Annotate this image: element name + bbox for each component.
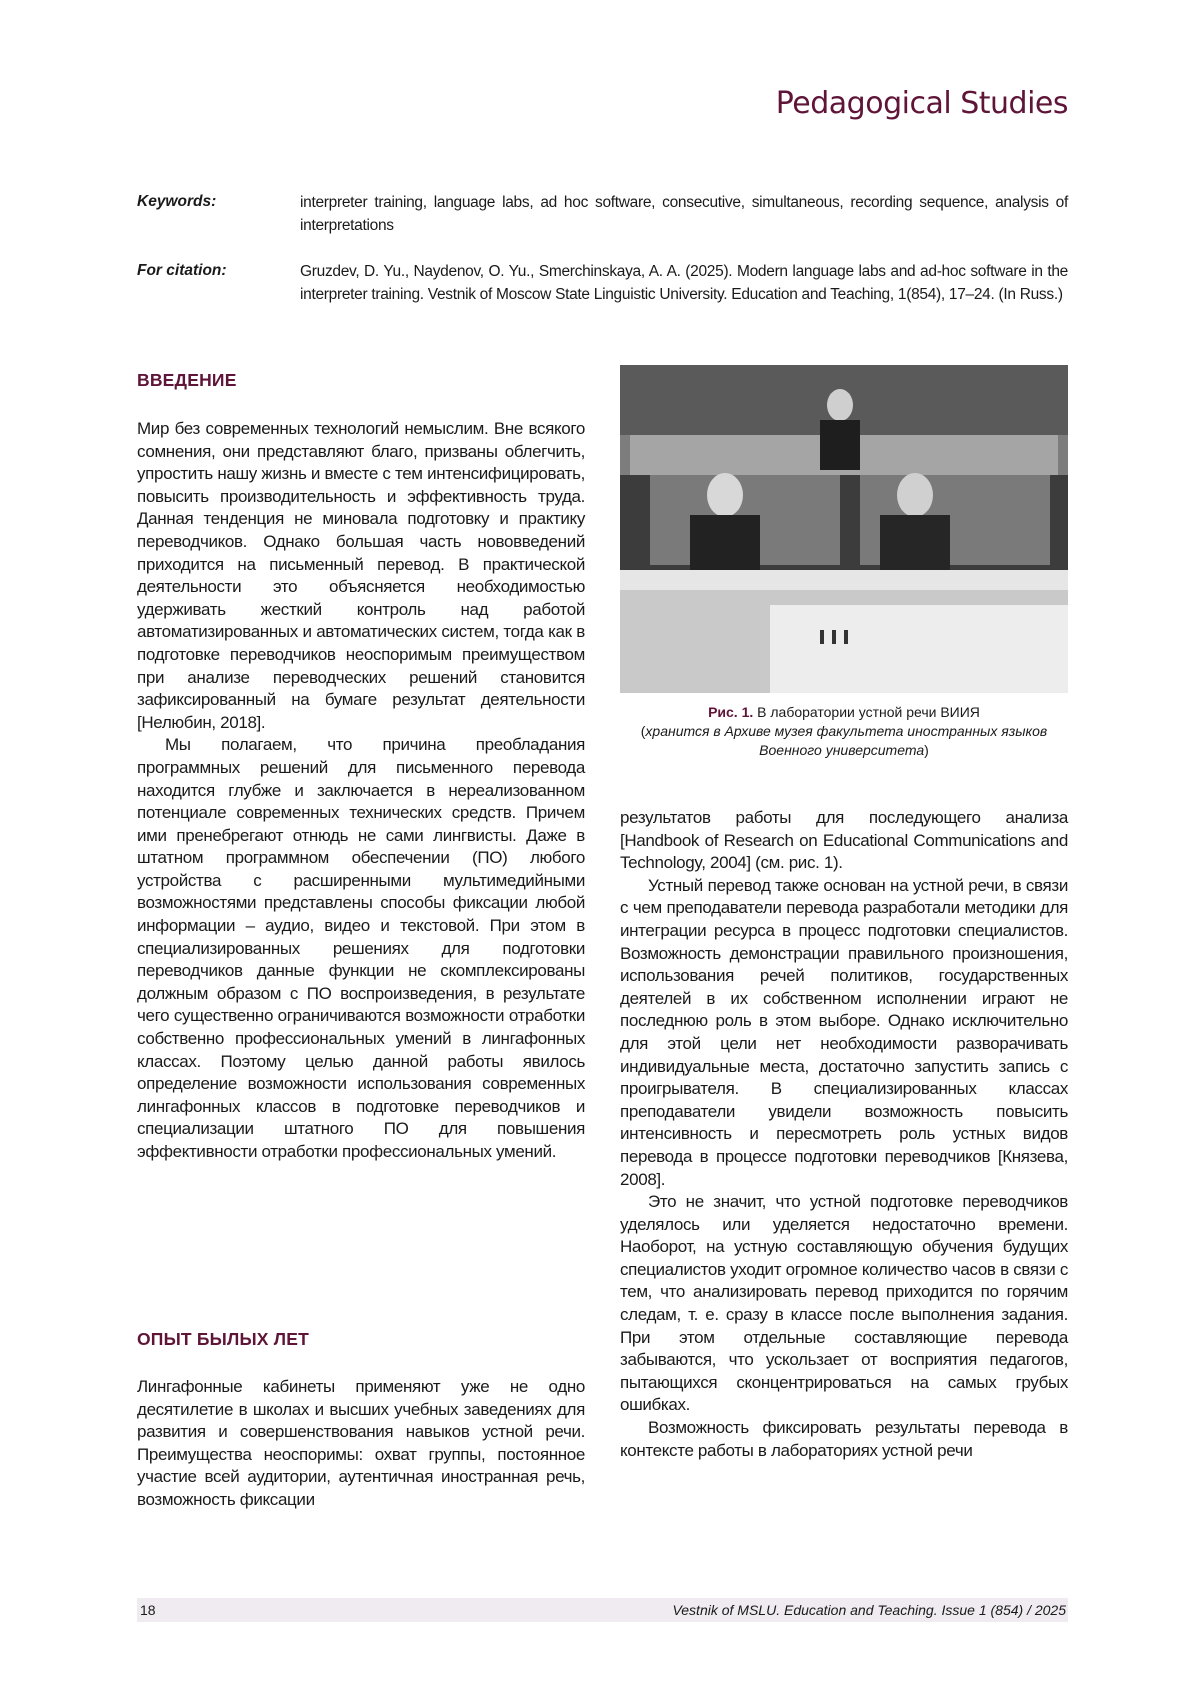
past-heading: ОПЫТ БЫЛЫХ ЛЕТ bbox=[137, 1329, 309, 1350]
keywords-label: Keywords: bbox=[137, 193, 216, 211]
right-paragraph-1: результатов работы для последующего анализа [Handbook of Research on Educational Communications and Technology, 2004] (см. рис. 1). bbox=[620, 807, 1068, 875]
left-column bbox=[137, 418, 585, 1164]
figure-photo bbox=[620, 365, 1068, 693]
keywords-text: interpreter training, language labs, ad hoc software, consecutive, simultaneous, recording sequence, analysis of interpretations bbox=[300, 191, 1068, 237]
right-column bbox=[620, 807, 1068, 1462]
page-footer bbox=[137, 1598, 1068, 1622]
figure-note-close: ) bbox=[924, 742, 929, 758]
footer-journal-title: Vestnik of MSLU. Education and Teaching. Issue 1 (854) / 2025 bbox=[672, 1598, 1066, 1622]
journal-section-title: Pedagogical Studies bbox=[776, 86, 1068, 121]
figure-caption bbox=[620, 703, 1068, 760]
intro-paragraph-1: Мир без современных технологий немыслим. Вне всякого сомнения, они представляют благо, призваны облегчить, упростить нашу жизнь и вместе с тем интенсифицировать, повысить производительность и эффективность труда. Данная тенденция не миновала подготовку и практику переводчиков. Однако большая часть нововведений приходится на письменный перевод. В практической деятельности это объясняется необходимостью удерживать жесткий контроль над работой автоматизированных и автоматических систем, тогда как в подготовке переводчиков неоспоримым преимуществом при анализе переводческих решений становится зафиксированный на бумаге результат деятельности [Нелюбин, 2018]. bbox=[137, 418, 585, 734]
left-column-bottom bbox=[137, 1376, 585, 1512]
intro-heading: ВВЕДЕНИЕ bbox=[137, 370, 237, 391]
citation-label: For citation: bbox=[137, 262, 227, 280]
page-number: 18 bbox=[140, 1598, 156, 1622]
intro-paragraph-2: Мы полагаем, что причина преобладания программных решений для письменного перевода находится глубже и заключается в нереализованном потенциале современных технических средств. Причем ими пренебрегают отнюдь не сами лингвисты. Даже в штатном программном обеспечении (ПО) любого устройства с расширенными мультимедийными возможностями представлены способы фиксации любой информации – аудио, видео и текстовой. При этом в специализированных решениях для подготовки переводчиков данные функции не скомплексированы должным образом с ПО воспроизведения, в результате чего существенно ограничиваются возможности отработки собственно профессиональных умений в лингафонных классах. Поэтому целью данной работы явилось определение возможности использования современных лингафонных классов в подготовке переводчиков и специализации штатного ПО для повышения эффективности отработки профессиональных умений. bbox=[137, 734, 585, 1163]
right-paragraph-3: Это не значит, что устной подготовке переводчиков уделялось или уделяется недостаточно времени. Наоборот, на устную составляющую обучения будущих специалистов уходит огромное количество часов в связи с тем, что анализировать перевод приходится по горячим следам, т. е. сразу в классе после выполнения задания. При этом отдельные составляющие перевода забываются, что ускользает от восприятия педагогов, пытающихся сконцентрироваться на самых грубых ошибках. bbox=[620, 1191, 1068, 1417]
figure-title: В лаборатории устной речи ВИИЯ bbox=[753, 704, 980, 720]
past-paragraph-1: Лингафонные кабинеты применяют уже не одно десятилетие в школах и высших учебных заведениях для развития и совершенствования навыков устной речи. Преимущества неоспоримы: охват группы, постоянное участие всей аудитории, аутентичная иностранная речь, возможность фиксации bbox=[137, 1376, 585, 1512]
figure-note: хранится в Архиве музея факультета иностранных языков Военного университета bbox=[645, 723, 1047, 758]
right-paragraph-4: Возможность фиксировать результаты перевода в контексте работы в лабораториях устной речи bbox=[620, 1417, 1068, 1462]
citation-text: Gruzdev, D. Yu., Naydenov, O. Yu., Smerchinskaya, A. A. (2025). Modern language labs and ad-hoc software in the interpreter training. Vestnik of Moscow State Linguistic University. Education and Teaching, 1(854), 17–24. (In Russ.) bbox=[300, 260, 1068, 306]
right-paragraph-2: Устный перевод также основан на устной речи, в связи с чем преподаватели перевода разработали методики для интеграции ресурса в процесс подготовки специалистов. Возможность демонстрации правильного произношения, использования речей политиков, государственных деятелей в их собственном исполнении играют не последнюю роль в этом выборе. Однако исключительно для этой цели нет необходимости разворачивать индивидуальные места, достаточно запустить запись с проигрывателя. В специализированных классах преподаватели увидели возможность повысить интенсивность и пересмотреть роль устных видов перевода в процессе подготовки переводчиков [Князева, 2008]. bbox=[620, 875, 1068, 1191]
figure-note-open: ( bbox=[641, 723, 646, 739]
figure-label: Рис. 1. bbox=[708, 704, 753, 720]
